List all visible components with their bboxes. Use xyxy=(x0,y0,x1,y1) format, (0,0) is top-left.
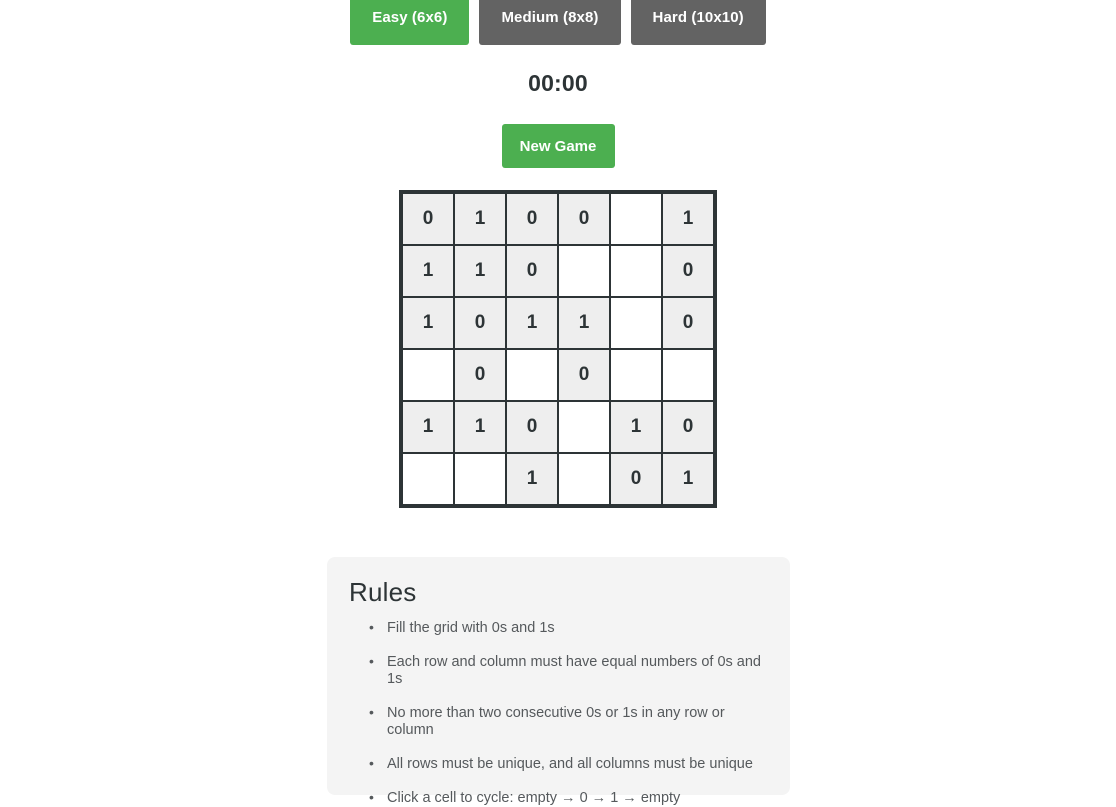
rules-title: Rules xyxy=(349,577,417,607)
grid-cell[interactable] xyxy=(558,245,610,297)
grid-cell[interactable]: 0 xyxy=(610,453,662,505)
grid-cell[interactable]: 1 xyxy=(402,245,454,297)
grid-cell[interactable] xyxy=(402,453,454,505)
new-game-button[interactable]: New Game xyxy=(502,124,615,168)
grid-cell[interactable]: 1 xyxy=(402,401,454,453)
grid-cell[interactable]: 1 xyxy=(506,297,558,349)
rules-item: • Each row and column must have equal numbers of 0s and 1s xyxy=(369,654,768,688)
rules-item: • Fill the grid with 0s and 1s xyxy=(369,620,768,637)
grid-cell[interactable]: 0 xyxy=(506,193,558,245)
grid-cell[interactable] xyxy=(558,453,610,505)
grid-cell[interactable]: 0 xyxy=(558,193,610,245)
game-timer: 00:00 xyxy=(528,70,588,96)
difficulty-selector xyxy=(0,0,1116,45)
grid-cell[interactable]: 1 xyxy=(610,401,662,453)
grid-cell[interactable]: 0 xyxy=(506,401,558,453)
difficulty-button-2[interactable]: Hard (10x10) xyxy=(631,0,766,45)
grid-cell[interactable]: 1 xyxy=(454,401,506,453)
grid-cell[interactable] xyxy=(662,349,714,401)
difficulty-button-0[interactable]: Easy (6x6) xyxy=(350,0,469,45)
grid-cell[interactable] xyxy=(558,401,610,453)
rules-item: • All rows must be unique, and all columns must be unique xyxy=(369,756,768,773)
binary-puzzle-grid xyxy=(399,190,717,508)
grid-cell[interactable] xyxy=(610,349,662,401)
grid-cell[interactable]: 0 xyxy=(454,349,506,401)
grid-cell[interactable]: 0 xyxy=(662,245,714,297)
grid-cell[interactable]: 1 xyxy=(506,453,558,505)
grid-cell[interactable] xyxy=(610,193,662,245)
grid-cell[interactable]: 0 xyxy=(506,245,558,297)
grid-cell[interactable] xyxy=(454,453,506,505)
grid-cell[interactable]: 1 xyxy=(454,245,506,297)
grid-cell[interactable]: 0 xyxy=(662,297,714,349)
grid-cell[interactable] xyxy=(402,349,454,401)
new-game-container xyxy=(0,124,1116,168)
rules-list xyxy=(349,620,768,807)
grid-cell[interactable]: 0 xyxy=(558,349,610,401)
grid-cell[interactable] xyxy=(610,245,662,297)
grid-cell[interactable]: 1 xyxy=(402,297,454,349)
grid-cell[interactable]: 1 xyxy=(454,193,506,245)
grid-cell[interactable]: 1 xyxy=(558,297,610,349)
grid-container xyxy=(0,190,1116,508)
difficulty-button-1[interactable]: Medium (8x8) xyxy=(479,0,620,45)
rules-item: • No more than two consecutive 0s or 1s in any row or column xyxy=(369,705,768,739)
grid-cell[interactable]: 0 xyxy=(402,193,454,245)
grid-cell[interactable] xyxy=(506,349,558,401)
grid-cell[interactable]: 0 xyxy=(454,297,506,349)
rules-panel xyxy=(327,557,790,806)
grid-cell[interactable]: 0 xyxy=(662,401,714,453)
grid-cell[interactable]: 1 xyxy=(662,453,714,505)
grid-cell[interactable]: 1 xyxy=(662,193,714,245)
grid-cell[interactable] xyxy=(610,297,662,349)
rules-item: • Click a cell to cycle: empty → 0 → 1 → empty xyxy=(369,790,768,807)
